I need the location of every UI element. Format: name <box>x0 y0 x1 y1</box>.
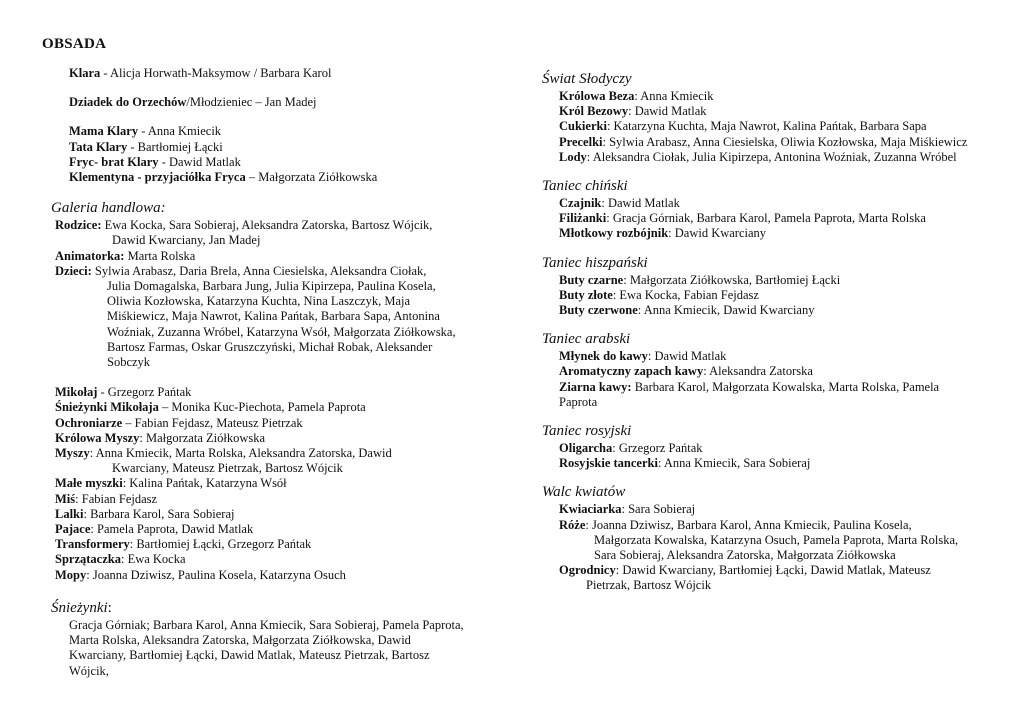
cast-names: : Anna Kmiecik, Dawid Kwarciany <box>637 303 815 318</box>
cast-names: - Anna Kmiecik <box>138 124 222 139</box>
cast-names: Gracja Górniak; Barbara Karol, Anna Kmiecik, Sara Sobieraj, Pamela Paprota, <box>69 617 464 632</box>
section-title: Taniec arabski <box>542 331 631 348</box>
role-name: Precelki <box>559 134 603 149</box>
role-name: Buty czerwone <box>559 303 638 318</box>
role-name: Lalki <box>55 506 84 521</box>
role-name: Lody <box>559 149 587 164</box>
cast-names: - Grzegorz Pańtak <box>97 385 192 400</box>
section-title-sniezynki <box>40 599 510 617</box>
cast-names: : Dawid Kwarciany, Bartłomiej Łącki, Dawid Matlak, Mateusz <box>615 563 931 578</box>
cast-names: : Kalina Pańtak, Katarzyna Wsół <box>122 476 287 491</box>
section-taniec-rosyjski <box>542 422 1012 471</box>
role-name: Klementyna - przyjaciółka Fryca <box>69 170 246 185</box>
role-name: Pajace <box>55 522 91 537</box>
section-walc-kwiatow <box>542 483 1012 593</box>
left-column <box>40 66 510 679</box>
cast-family <box>40 124 510 185</box>
page-title: OBSADA <box>42 36 107 52</box>
cast-names-continued: Bartosz Farmas, Oskar Gruszczyński, Michał Robak, Aleksander <box>107 339 433 354</box>
cast-names: Ewa Kocka, Sara Sobieraj, Aleksandra Zatorska, Bartosz Wójcik, <box>101 218 433 233</box>
section-title: Świat Słodyczy <box>542 71 632 87</box>
section-title: Taniec rosyjski <box>542 423 632 440</box>
role-name: Kwiaciarka <box>559 502 622 517</box>
role-name: Ziarna kawy: <box>559 379 632 394</box>
cast-names: : Gracja Górniak, Barbara Karol, Pamela Paprota, Marta Rolska <box>606 211 926 226</box>
cast-names: : Grzegorz Pańtak <box>612 441 703 456</box>
cast-names: : Anna Kmiecik, Sara Sobieraj <box>657 456 811 471</box>
section-title-text: Śnieżynki <box>51 599 108 616</box>
role-name: Buty czarne <box>559 272 624 287</box>
cast-names: Barbara Karol, Małgorzata Kowalska, Marta Rolska, Pamela <box>631 379 940 394</box>
section-title: Taniec hiszpański <box>542 254 648 271</box>
cast-names-continued: Pietrzak, Bartosz Wójcik <box>586 578 712 593</box>
role-name: Cukierki <box>559 119 607 134</box>
role-name: Transformery <box>55 537 130 552</box>
role-name: Fryc- brat Klary <box>69 154 159 169</box>
cast-names: : Bartłomiej Łącki, Grzegorz Pańtak <box>129 537 312 552</box>
cast-names: : Barbara Karol, Sara Sobieraj <box>83 506 235 521</box>
role-name: Aromatyczny zapach kawy <box>559 364 704 379</box>
cast-names: : Joanna Dziwisz, Barbara Karol, Anna Kmiecik, Paulina Kosela, <box>585 517 912 532</box>
cast-names-continued: Miśkiewicz, Maja Nawrot, Kalina Pańtak, Barbara Sapa, Antonina <box>107 309 440 324</box>
role-name: Mama Klary <box>69 124 139 139</box>
role-name: Król Bezowy <box>559 104 629 119</box>
cast-names: – Monika Kuc-Piechota, Pamela Paprota <box>158 400 366 415</box>
right-column <box>542 70 1012 606</box>
role-name: Mopy <box>55 567 87 582</box>
role-name: Dzieci: <box>55 263 92 278</box>
cast-names: : Sara Sobieraj <box>621 502 696 517</box>
galeria-list <box>40 218 510 583</box>
cast-names-continued: Małgorzata Kowalska, Katarzyna Osuch, Pamela Paprota, Marta Rolska, <box>594 532 959 547</box>
cast-names: : Joanna Dziwisz, Paulina Kosela, Katarzyna Osuch <box>86 567 346 582</box>
cast-names: : Katarzyna Kuchta, Maja Nawrot, Kalina Pańtak, Barbara Sapa <box>606 119 927 134</box>
cast-names: : Anna Kmiecik <box>634 89 714 103</box>
cast-names: : Małgorzata Ziółkowska <box>139 430 266 445</box>
role-name: Ogrodnicy <box>559 563 616 578</box>
role-name: Buty złote <box>559 287 613 302</box>
role-name: Czajnik <box>559 196 602 211</box>
section-taniec-chinski <box>542 177 1012 242</box>
role-name: Królowa Beza <box>559 89 635 103</box>
cast-dziadek <box>40 95 510 110</box>
role-name: Dziadek do Orzechów <box>69 95 187 110</box>
cast-names: Marta Rolska, Aleksandra Zatorska, Małgorzata Ziółkowska, Dawid <box>69 633 411 648</box>
section-title: Walc kwiatów <box>542 484 626 501</box>
role-name: Mikołaj <box>55 385 98 400</box>
cast-klara <box>40 66 510 81</box>
cast-names: - Bartłomiej Łącki <box>127 139 223 154</box>
cast-names: /Młodzieniec – Jan Madej <box>186 95 317 110</box>
role-name: Myszy <box>55 446 90 461</box>
cast-names-continued: Kwarciany, Mateusz Pietrzak, Bartosz Wójcik <box>112 461 343 476</box>
section-title: Taniec chiński <box>542 178 628 195</box>
cast-names-continued: Oliwia Kozłowska, Katarzyna Kuchta, Nina Laszczyk, Maja <box>107 294 411 309</box>
cast-names: Kwarciany, Bartłomiej Łącki, Dawid Matlak, Mateusz Pietrzak, Bartosz <box>69 648 430 663</box>
cast-names: : Aleksandra Zatorska <box>703 364 813 379</box>
section-taniec-hiszpanski <box>542 254 1012 319</box>
role-name: Sprzątaczka <box>55 552 121 567</box>
cast-names: – Małgorzata Ziółkowska <box>245 170 378 185</box>
cast-names-continued: Sara Sobieraj, Aleksandra Zatorska, Małgorzata Ziółkowska <box>594 548 896 563</box>
cast-names: : Ewa Kocka, Fabian Fejdasz <box>612 287 759 302</box>
role-name: Tata Klary <box>69 139 128 154</box>
cast-names: – Fabian Fejdasz, Mateusz Pietrzak <box>122 415 303 430</box>
section-title-colon: : <box>107 599 112 616</box>
cast-names: : Dawid Matlak <box>601 196 680 211</box>
cast-names: : Dawid Kwarciany <box>668 226 767 241</box>
cast-names: Wójcik, <box>69 663 109 678</box>
cast-names: : Małgorzata Ziółkowska, Bartłomiej Łącki <box>623 272 841 287</box>
cast-names-continued: Woźniak, Zuzanna Wróbel, Katarzyna Wsół, Małgorzata Ziółkowska, <box>107 324 456 339</box>
cast-names: : Ewa Kocka <box>120 552 186 567</box>
role-name: Ochroniarze <box>55 415 123 430</box>
role-name: Oligarcha <box>559 441 613 456</box>
cast-names: : Sylwia Arabasz, Anna Ciesielska, Oliwia Kozłowska, Maja Miśkiewicz <box>602 134 968 149</box>
role-name: Filiżanki <box>559 211 607 226</box>
cast-names-continued: Julia Domagalska, Barbara Jung, Julia Kipirzepa, Paulina Kosela, <box>107 279 436 294</box>
cast-names-continued: Dawid Kwarciany, Jan Madej <box>112 233 261 248</box>
role-name: Miś <box>55 491 76 506</box>
role-name: Młotkowy rozbójnik <box>559 226 669 241</box>
role-name: Klara <box>69 66 101 80</box>
cast-names: Sylwia Arabasz, Daria Brela, Anna Ciesielska, Aleksandra Ciołak, <box>91 263 427 278</box>
cast-names: : Dawid Matlak <box>647 349 727 364</box>
role-name: Róże <box>559 517 586 532</box>
role-name: Śnieżynki Mikołaja <box>55 400 159 415</box>
role-name: Młynek do kawy <box>559 349 648 364</box>
sniezynki-list <box>40 618 510 679</box>
role-name: Królowa Myszy <box>55 430 140 445</box>
cast-names: - Alicja Horwath-Maksymow / Barbara Karol <box>100 66 332 80</box>
cast-names: - Dawid Matlak <box>158 154 241 169</box>
role-name: Rosyjskie tancerki <box>559 456 658 471</box>
cast-names-continued: Sobczyk <box>107 355 151 370</box>
cast-names: Marta Rolska <box>124 248 196 263</box>
section-title-galeria: Galeria handlowa: <box>51 200 166 217</box>
section-taniec-arabski <box>542 330 1012 410</box>
cast-names-continued: Paprota <box>559 394 598 409</box>
cast-names: : Aleksandra Ciołak, Julia Kipirzepa, Antonina Woźniak, Zuzanna Wróbel <box>586 149 957 164</box>
cast-names: : Anna Kmiecik, Marta Rolska, Aleksandra Zatorska, Dawid <box>89 446 392 461</box>
section-swiat-slodyczy <box>542 70 1012 165</box>
cast-names: : Dawid Matlak <box>628 104 707 119</box>
role-name: Rodzice: <box>55 218 102 233</box>
cast-names: : Pamela Paprota, Dawid Matlak <box>90 522 254 537</box>
cast-names: : Fabian Fejdasz <box>75 491 158 506</box>
role-name: Animatorka: <box>55 248 125 263</box>
role-name: Małe myszki <box>55 476 123 491</box>
